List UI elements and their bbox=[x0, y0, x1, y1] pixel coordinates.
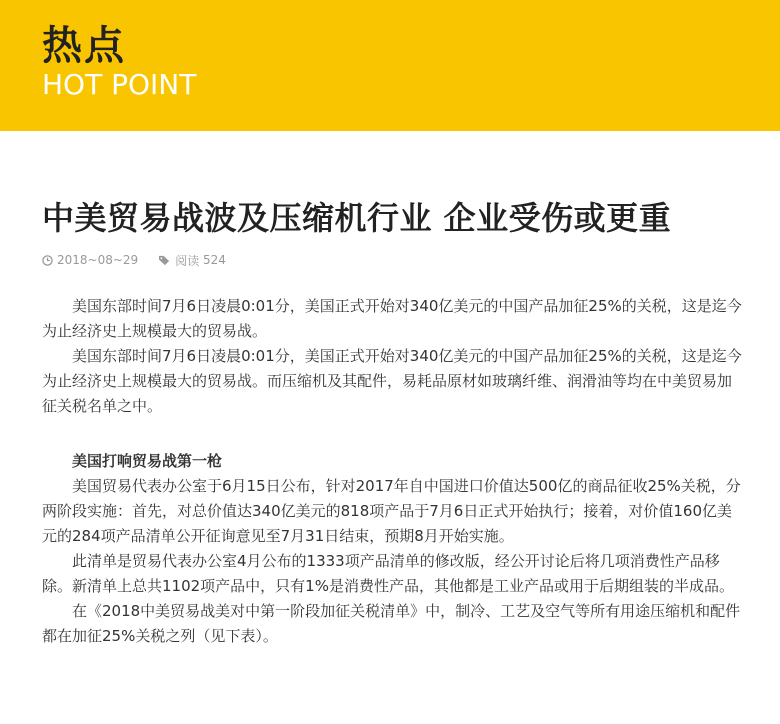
views-value: 524 bbox=[203, 253, 226, 267]
paragraph: 美国东部时间7月6日凌晨0:01分，美国正式开始对340亿美元的中国产品加征25%的关税，这是迄今为止经济史上规模最大的贸易战。 bbox=[42, 297, 742, 340]
article-meta bbox=[42, 250, 742, 270]
article-body bbox=[42, 294, 742, 649]
paragraph: 在《2018中美贸易战美对中第一阶段加征关税清单》中，制冷、工艺及空气等所有用途压缩机和配件都在加征25%关税之列（见下表）。 bbox=[42, 602, 741, 645]
views-label: 阅读 bbox=[175, 253, 200, 268]
header-banner bbox=[0, 0, 780, 131]
paragraph: 此清单是贸易代表办公室4月公布的1333项产品清单的修改版，经公开讨论后将几项消费性产品移除。新清单上总共1102项产品中，只有1%是消费性产品，其他都是工业产品或用于后期组装的半成品。 bbox=[42, 552, 734, 595]
tag-icon bbox=[158, 255, 171, 266]
view-count bbox=[158, 252, 226, 269]
paragraph: 美国东部时间7月6日凌晨0:01分，美国正式开始对340亿美元的中国产品加征25%的关税，这是迄今为止经济史上规模最大的贸易战。而压缩机及其配件，易耗品原材如玻璃纤维、润滑油等均在中美贸易加征关税名单之中。 bbox=[42, 347, 742, 415]
clock-icon bbox=[42, 255, 53, 266]
article-title: 中美贸易战波及压缩机行业 企业受伤或更重 bbox=[42, 199, 672, 237]
paragraph: 美国贸易代表办公室于6月15日公布，针对2017年自中国进口价值达500亿的商品征收25%关税，分两阶段实施：首先，对总价值达340亿美元的818项产品于7月6日正式开始执行；接着，对价值160亿美元的284项产品清单公开征询意见至7月31日结束，预期8月开始实施。 bbox=[42, 477, 741, 545]
article bbox=[42, 190, 742, 649]
publish-date bbox=[42, 253, 138, 267]
section-heading: 美国打响贸易战第一枪 bbox=[72, 452, 223, 470]
banner-subtitle: HOT POINT bbox=[42, 68, 197, 101]
banner-title: 热点 bbox=[42, 23, 126, 69]
date-text: 2018~08~29 bbox=[57, 253, 139, 267]
